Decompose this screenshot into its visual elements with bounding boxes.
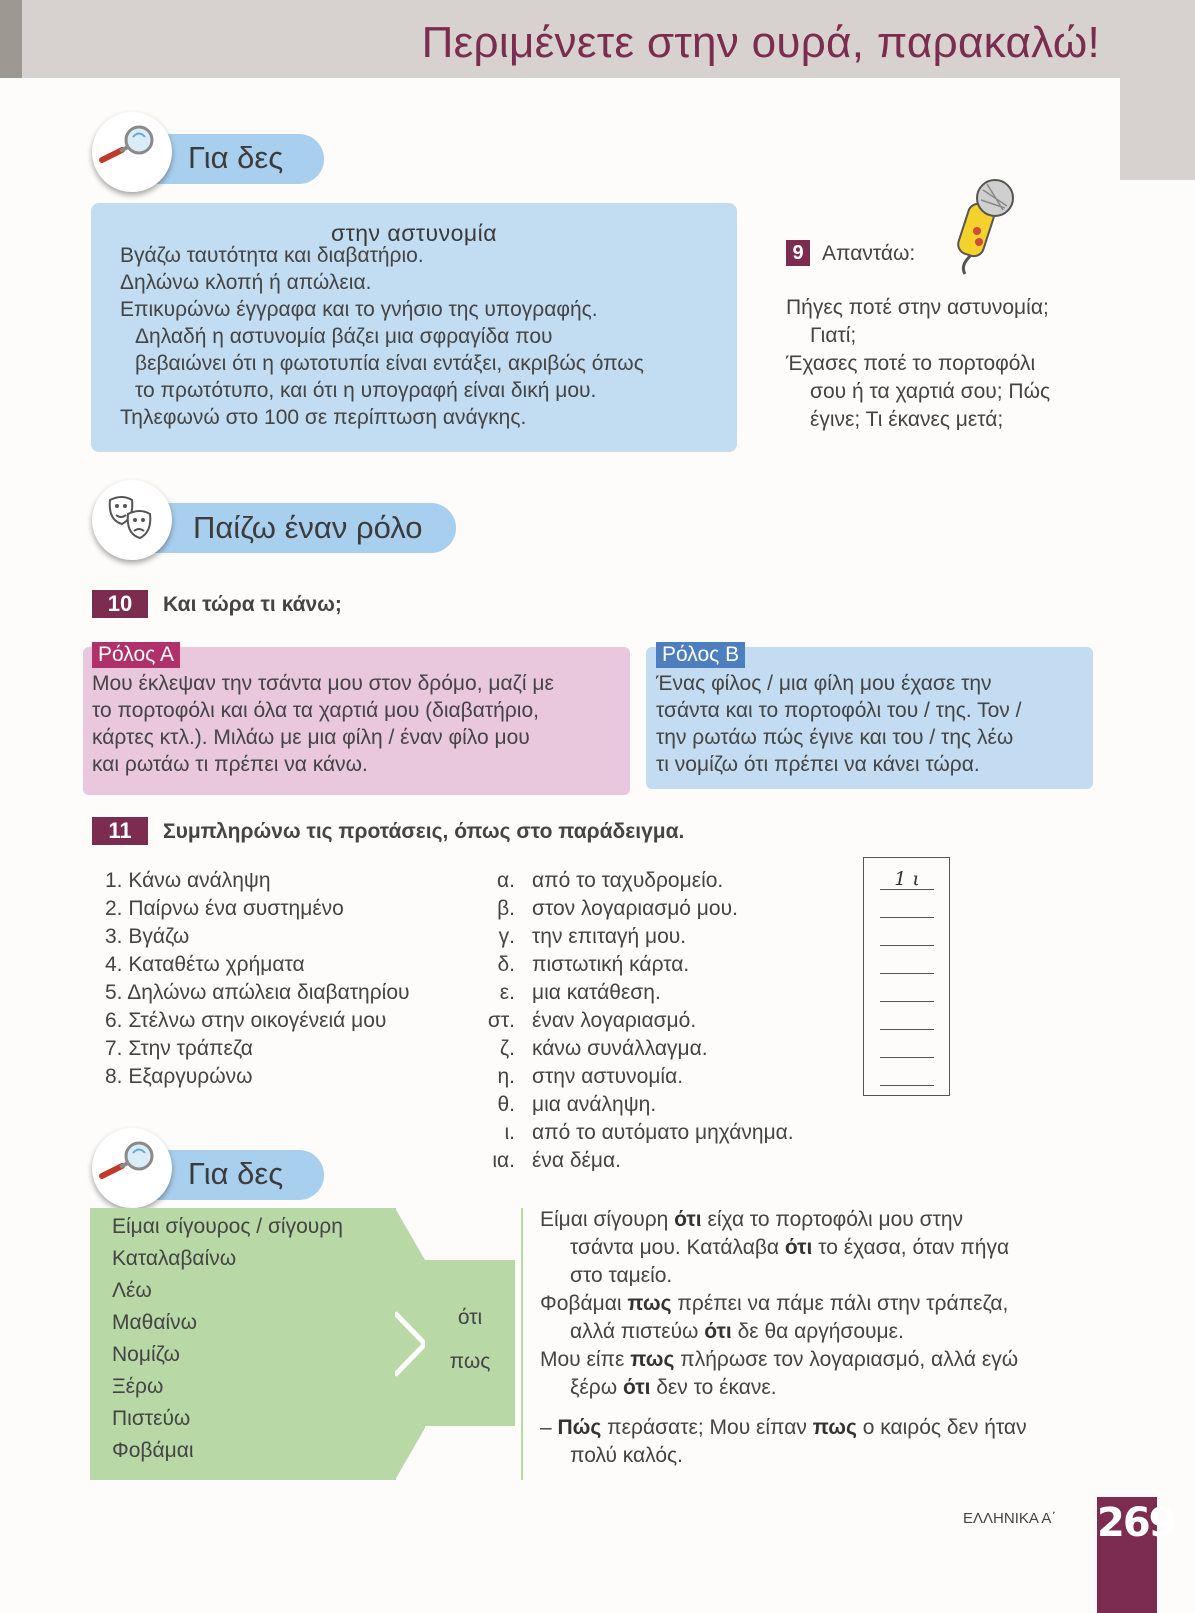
keyword: ότι bbox=[704, 1320, 732, 1343]
book-title: ΕΛΛΗΝΙΚΑ Α΄ bbox=[963, 1510, 1057, 1527]
answer-blank[interactable] bbox=[880, 1029, 934, 1030]
example-line bbox=[540, 1348, 1018, 1372]
right-item-label: δ. bbox=[497, 953, 515, 976]
exercise-title: Συμπληρώνω τις προτάσεις, όπως στο παράδειγμα. bbox=[163, 820, 685, 843]
left-item: 5. Δηλώνω απώλεια διαβατηρίου bbox=[105, 981, 410, 1004]
right-item-text: μια ανάληψη. bbox=[532, 1093, 657, 1116]
text-segment: ο καιρός δεν ήταν bbox=[856, 1416, 1027, 1439]
info-line: Δηλαδή η αστυνομία βάζει μια σφραγίδα που bbox=[135, 325, 553, 348]
answer-blank[interactable] bbox=[880, 889, 934, 890]
text-segment: το έχασα, όταν πήγα bbox=[812, 1236, 1010, 1259]
right-item-text: πιστωτική κάρτα. bbox=[532, 953, 690, 976]
keyword: πως bbox=[627, 1292, 672, 1315]
verb-item: Μαθαίνω bbox=[112, 1311, 198, 1334]
right-item-label: ια. bbox=[492, 1149, 515, 1172]
info-line: Τηλεφωνώ στο 100 σε περίπτωση ανάγκης. bbox=[120, 406, 527, 429]
keyword: πως bbox=[630, 1348, 675, 1371]
question-line: Γιατί; bbox=[810, 324, 857, 347]
keyword: ότι bbox=[674, 1208, 702, 1231]
right-item-label: στ. bbox=[487, 1009, 515, 1032]
text-segment: πολύ καλός. bbox=[570, 1444, 683, 1467]
conjunction: πως bbox=[449, 1350, 491, 1373]
example-answer: 1 ι bbox=[894, 868, 920, 890]
right-item-label: γ. bbox=[498, 925, 515, 948]
verb-item: Νομίζω bbox=[112, 1343, 180, 1366]
text-segment: πρέπει να πάμε πάλι στην τράπεζα, bbox=[671, 1292, 1009, 1315]
header-band-extension bbox=[1120, 78, 1195, 180]
keyword: ότι bbox=[622, 1376, 651, 1399]
info-line: Επικυρώνω έγγραφα και το γνήσιο της υπογραφής. bbox=[120, 298, 598, 321]
text-segment: Φοβάμαι bbox=[540, 1292, 628, 1315]
role-a-tag: Ρόλος Α bbox=[92, 642, 180, 668]
right-item-label: α. bbox=[497, 869, 515, 892]
right-item-text: κάνω συνάλλαγμα. bbox=[532, 1037, 708, 1060]
exercise-title: Απαντάω: bbox=[822, 242, 916, 265]
text-segment: δε θα αργήσουμε. bbox=[731, 1320, 904, 1343]
answer-blank[interactable] bbox=[880, 1057, 934, 1058]
info-line: Δηλώνω κλοπή ή απώλεια. bbox=[120, 271, 372, 294]
right-item-label: η. bbox=[497, 1065, 515, 1088]
divider bbox=[521, 1208, 523, 1480]
right-item-text: στον λογαριασμό μου. bbox=[532, 897, 738, 920]
text-segment: Μου είπε bbox=[540, 1348, 631, 1371]
role-b-line: Ένας φίλος / μια φίλη μου έχασε την bbox=[656, 672, 992, 695]
left-item: 1. Κάνω ανάληψη bbox=[105, 869, 271, 892]
text-segment: – bbox=[540, 1416, 558, 1439]
keyword: ότι bbox=[784, 1236, 813, 1259]
right-item-label: θ. bbox=[497, 1093, 515, 1116]
right-item-label: ζ. bbox=[499, 1037, 515, 1060]
role-b-line: τι νομίζω ότι πρέπει να κάνει τώρα. bbox=[656, 753, 980, 776]
text-segment: περάσατε; Μου είπαν bbox=[601, 1416, 813, 1439]
keyword: Πώς bbox=[557, 1416, 602, 1439]
right-item-text: ένα δέμα. bbox=[532, 1149, 621, 1172]
left-item: 2. Παίρνω ένα συστημένο bbox=[105, 897, 344, 920]
question-line: Πήγες ποτέ στην αστυνομία; bbox=[786, 296, 1049, 319]
right-item-text: από το ταχυδρομείο. bbox=[532, 869, 724, 892]
example-line bbox=[540, 1208, 963, 1232]
right-item-label: β. bbox=[497, 897, 515, 920]
answer-blank[interactable] bbox=[880, 917, 934, 918]
left-item: 3. Βγάζω bbox=[105, 925, 190, 948]
example-line bbox=[540, 1416, 1027, 1440]
text-segment: στο ταμείο. bbox=[570, 1264, 673, 1287]
verb-item: Φοβάμαι bbox=[112, 1439, 194, 1462]
verb-item: Είμαι σίγουρος / σίγουρη bbox=[112, 1215, 343, 1238]
role-b-line: την ρωτάω πώς έγινε και του / της λέω bbox=[656, 726, 1014, 749]
answer-blank[interactable] bbox=[880, 1001, 934, 1002]
example-line bbox=[570, 1236, 1009, 1260]
answer-blank[interactable] bbox=[880, 973, 934, 974]
left-item: 6. Στέλνω στην οικογένειά μου bbox=[105, 1009, 387, 1032]
verb-item: Πιστεύω bbox=[112, 1407, 191, 1430]
section-heading: Παίζω έναν ρόλο bbox=[193, 510, 423, 545]
header-shade bbox=[0, 0, 22, 78]
role-a-line: Μου έκλεψαν την τσάντα μου στον δρόμο, μαζί με bbox=[92, 672, 554, 695]
page-number: 269 bbox=[1097, 1500, 1175, 1546]
text-segment: δεν το έκανε. bbox=[650, 1376, 777, 1399]
role-a-line: το πορτοφόλι και όλα τα χαρτιά μου (διαβατήριο, bbox=[92, 699, 539, 722]
text-segment: αλλά πιστεύω bbox=[570, 1320, 705, 1343]
info-line: Βγάζω ταυτότητα και διαβατήριο. bbox=[120, 244, 424, 267]
conjunction: ότι bbox=[457, 1306, 483, 1329]
left-item: 4. Καταθέτω χρήματα bbox=[105, 953, 305, 976]
text-segment: είχα το πορτοφόλι μου στην bbox=[701, 1208, 964, 1231]
page-title: Περιμένετε στην ουρά, παρακαλώ! bbox=[421, 18, 1100, 67]
answer-blank[interactable] bbox=[880, 1085, 934, 1086]
text-segment: πλήρωσε τον λογαριασμό, αλλά εγώ bbox=[674, 1348, 1019, 1371]
example-line bbox=[540, 1292, 1008, 1316]
answer-box bbox=[863, 857, 950, 1096]
right-item-label: ε. bbox=[499, 981, 515, 1004]
exercise-title: Και τώρα τι κάνω; bbox=[163, 593, 342, 616]
text-segment: Είμαι σίγουρη bbox=[540, 1208, 675, 1231]
info-line: βεβαιώνει ότι η φωτοτυπία είναι εντάξει, ακριβώς όπως bbox=[135, 352, 644, 375]
magnifier-icon bbox=[92, 112, 172, 192]
right-item-text: έναν λογαριασμό. bbox=[532, 1009, 697, 1032]
right-item-text: την επιταγή μου. bbox=[532, 925, 687, 948]
info-box-title: στην αστυνομία bbox=[330, 220, 498, 246]
microphone-icon bbox=[955, 176, 1025, 286]
section-heading: Για δες bbox=[188, 1156, 284, 1191]
right-item-text: στην αστυνομία. bbox=[532, 1065, 684, 1088]
role-b-line: τσάντα και το πορτοφόλι του / της. Τον / bbox=[656, 699, 1022, 722]
verb-item: Καταλαβαίνω bbox=[112, 1247, 237, 1270]
example-line bbox=[570, 1264, 672, 1288]
role-a-line: και ρωτάω τι πρέπει να κάνω. bbox=[92, 753, 368, 776]
info-line: το πρωτότυπο, και ότι η υπογραφή είναι δική μου. bbox=[135, 379, 597, 402]
exercise-number-badge: 9 bbox=[786, 240, 810, 266]
exercise-number-badge: 11 bbox=[92, 817, 148, 845]
keyword: πως bbox=[812, 1416, 857, 1439]
right-item-text: μια κατάθεση. bbox=[532, 981, 661, 1004]
exercise-number-badge: 10 bbox=[92, 590, 148, 618]
left-item: 7. Στην τράπεζα bbox=[105, 1037, 253, 1060]
example-line bbox=[570, 1444, 683, 1468]
conjunctions-box bbox=[425, 1260, 515, 1426]
right-item-label: ι. bbox=[504, 1121, 515, 1144]
section-heading: Για δες bbox=[188, 140, 284, 175]
theater-masks-icon bbox=[92, 480, 172, 560]
text-segment: ξέρω bbox=[570, 1376, 623, 1399]
question-line: έγινε; Τι έκανες μετά; bbox=[810, 408, 1004, 431]
question-line: σου ή τα χαρτιά σου; Πώς bbox=[810, 380, 1051, 403]
role-b-tag: Ρόλος Β bbox=[656, 642, 745, 668]
right-item-text: από το αυτόματο μηχάνημα. bbox=[532, 1121, 794, 1144]
verb-item: Ξέρω bbox=[112, 1375, 164, 1398]
example-line bbox=[570, 1376, 777, 1400]
answer-blank[interactable] bbox=[880, 945, 934, 946]
text-segment: τσάντα μου. Κατάλαβα bbox=[570, 1236, 785, 1259]
magnifier-icon bbox=[92, 1128, 172, 1208]
example-line bbox=[570, 1320, 904, 1344]
question-line: Έχασες ποτέ το πορτοφόλι bbox=[786, 352, 1036, 375]
left-item: 8. Εξαργυρώνω bbox=[105, 1065, 253, 1088]
role-a-line: κάρτες κτλ.). Μιλάω με μια φίλη / έναν φίλο μου bbox=[92, 726, 530, 749]
verb-item: Λέω bbox=[112, 1279, 152, 1302]
